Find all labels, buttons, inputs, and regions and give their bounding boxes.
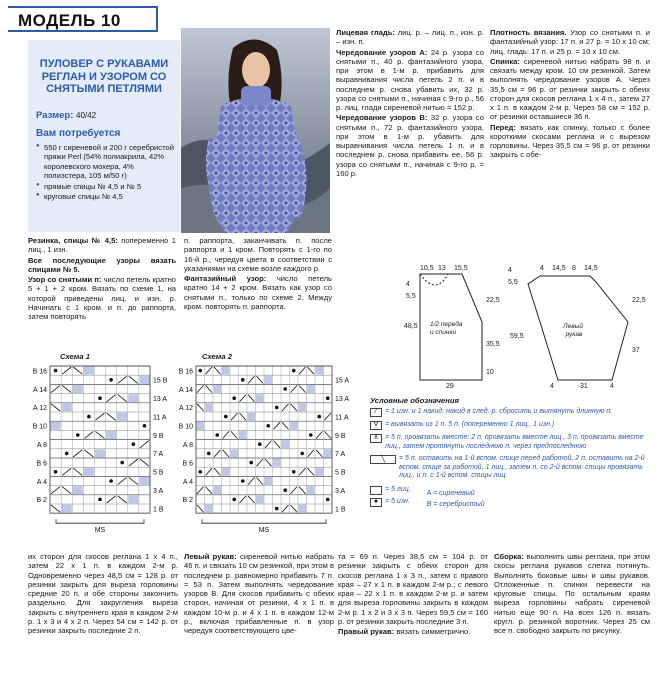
density-text: Узор со снятыми п. и фантазийный узор: 17 п. и 27 р. = 10 х 10 см; лиц. гладь: 17 п. и 25 р. = 10 х 10 см. — [490, 28, 650, 56]
density-title: Плотность вязания. — [490, 28, 567, 37]
shaded-cell — [222, 367, 230, 375]
shaded-cell — [316, 468, 324, 476]
bottom-column-1 — [28, 552, 178, 636]
all-patterns-note: Все последующие узоры вязать спицами № 5. — [28, 255, 176, 274]
legend-item — [370, 455, 652, 481]
shaded-cell — [84, 468, 94, 476]
front-text: вязать как спинку, только с более короткими скосами реглана и с вырезом горловины. Через 35,5 см = 96 р. от резинки закрыть с обе- — [490, 122, 650, 160]
back-title: Спинка: — [490, 56, 520, 66]
purl-dot-icon: ● — [370, 498, 382, 507]
dim-top-2: 13 — [438, 265, 446, 272]
shaded-cell — [248, 413, 256, 421]
sleeve-small-1: 4 — [508, 267, 512, 274]
shaded-cell — [265, 477, 273, 485]
shaded-cell — [95, 449, 105, 457]
purl-dot-icon — [215, 433, 219, 437]
dim-bottom: 29 — [446, 383, 454, 390]
repeat-label: MS — [94, 527, 106, 535]
legend-item — [370, 486, 411, 495]
purl-dot-icon — [283, 488, 287, 492]
shaded-cell — [128, 394, 138, 402]
purl-dot-icon — [232, 498, 236, 502]
shaded-cell — [290, 422, 298, 430]
row-label: A 4 — [182, 478, 193, 486]
repeat-bracket — [56, 519, 144, 523]
rib-title: Резинка, спицы № 4,5: — [28, 236, 118, 245]
legend-text: = 1 изн. и 1 накид: накид в след. р. сбросить и вытянуть длинную п. — [385, 408, 613, 416]
text-column-1 — [28, 236, 176, 322]
sleeve-continuation: та = 69 п. Через 38,5 см = 104 р. от резинки закрыть с обеих сторон для скосов реглана 1 х 3 п., затем с правого края – 27 х 1 п. в каждом 2-м р.; с левого края – 22 х 1 п. в каждом 2-м р. и затем для выреза горловины закрыть в каждом 2-м р. 1 х 2 и 3 х 3 п. Через 59,5 см = 160 р. от резинки закрыть последние 3 п. — [338, 552, 488, 626]
row-label: 5 B — [153, 469, 164, 477]
shaded-cell — [128, 495, 138, 503]
row-label: 13 A — [335, 395, 350, 403]
list-item: ● прямые спицы № 4,5 и № 5 — [36, 182, 178, 191]
legend-text: = вывязать из 1 п. 5 п. (попеременно 1 лиц., 1 изн.) — [385, 421, 555, 429]
row-label: 1 B — [153, 506, 164, 514]
dim-height-left: 48,5 — [404, 323, 418, 330]
alt-b-title: Чередование узоров В: — [336, 113, 428, 123]
purl-dot-icon — [292, 470, 296, 474]
row-label: B 2 — [182, 497, 193, 505]
color-b: B = серебристый — [426, 501, 485, 509]
slip-title: Узор со снятыми п: — [28, 275, 102, 284]
stockinette-title: Лицевая гладь: — [336, 28, 395, 37]
row-label: A 12 — [32, 405, 47, 413]
sleeve-top-4: 14,5 — [584, 265, 598, 272]
purl-dot-icon — [120, 461, 124, 465]
shaded-cell — [256, 394, 264, 402]
fancy-text: число петель кратно 14 + 2 кром. Вязать как узор со снятыми п., только по схеме 2. Между кром. повторять п. раппорта. — [184, 274, 332, 311]
row-label: B 6 — [36, 460, 47, 468]
purl-dot-icon — [326, 396, 330, 400]
row-label: 3 A — [153, 487, 164, 495]
cable-symbol-icon: ╲ — [370, 455, 396, 464]
purl-dot-icon — [309, 433, 313, 437]
size-line — [36, 110, 176, 122]
row-label: 1 B — [335, 506, 346, 514]
sleeve-bottom-2: 31 — [580, 383, 588, 390]
color-a: A = сиреневый — [426, 489, 475, 497]
purl-dot-icon — [275, 406, 279, 410]
purl-dot-icon — [143, 424, 147, 428]
purl-dot-icon — [98, 498, 102, 502]
shaded-cell — [282, 440, 290, 448]
front-title: Перед: — [490, 122, 516, 132]
label-line: и спинки — [430, 329, 457, 336]
legend-text: = 5 п. оставить на 1-й вспом. спице перед работой, 2 п. оставить на 2-й вспом. спице за работой, 1 лиц., затем п. со 2-й вспом. спицы провязать лиц., и п. с 1-й вспом. спицы лиц. — [399, 455, 645, 480]
size-label: Размер: — [36, 110, 74, 121]
row-label: B 16 — [32, 368, 47, 376]
alt-a-text: 24 р. узора со снятыми п., 40 р. фантазийного узора, при этом в 1-м р. прибавить для выравнивания числа петель 2 п. и в последнем р. снова убавить их, 32 р. узора со снятыми п., начиная с 9-го р., 56 р. лиц. глади сиреневой нитью = 152 р. — [336, 47, 484, 112]
slip-text: число петель кратно 5 + 1 + 2 кром. Вязать по схеме 1, на которой приведены лиц. и изн. р. Начинать с 1 кром. и п. до раппорта, затем повторять — [28, 275, 176, 321]
row-label: 15 A — [335, 377, 350, 385]
shaded-cell — [214, 486, 222, 494]
legend-text: = 5 п. провязать вместе: 2 п. провязать вместе лиц., 3 п. провязать вместе лиц., затем протянуть последнюю п. через предпоследнюю — [385, 434, 644, 450]
legend-colors — [427, 486, 485, 510]
shaded-cell — [222, 468, 230, 476]
purl-dot-icon — [65, 452, 69, 456]
shaded-cell — [106, 431, 116, 439]
row-label: 9 B — [153, 432, 164, 440]
sleeve-right-2: 37 — [632, 347, 640, 354]
legend-text: = 5 изн. — [385, 498, 410, 506]
sleeve-top-2: 14,5 — [552, 265, 566, 272]
materials-list — [36, 143, 178, 203]
shaded-cell — [307, 385, 315, 393]
dim-left-1: 4 — [406, 281, 410, 288]
shaded-cell — [62, 403, 72, 411]
stockinette-text: лиц. р. – лиц. п., изн. р. – изн. п. — [336, 28, 484, 47]
shaded-cell — [316, 367, 324, 375]
repeat-bracket — [202, 519, 326, 523]
row-label: B 10 — [32, 423, 47, 431]
legend-title: Условные обозначения — [370, 396, 459, 405]
size-value: 40/42 — [76, 111, 97, 120]
purl-dot-icon — [207, 452, 211, 456]
pattern-sleeve — [500, 262, 650, 390]
purl-dot-icon — [109, 378, 113, 382]
legend-text: = 5 лиц. — [385, 486, 411, 494]
purl-dot-icon — [275, 507, 279, 511]
sleeve-bottom-3: 4 — [610, 383, 614, 390]
purl-dot-icon — [258, 442, 262, 446]
shaded-cell — [205, 403, 213, 411]
shaded-cell — [51, 422, 61, 430]
shaded-cell — [273, 459, 281, 467]
shaded-cell — [299, 505, 307, 513]
increase-symbol-icon: V — [370, 421, 382, 430]
purl-dot-icon — [76, 433, 80, 437]
purl-dot-icon — [98, 396, 102, 400]
shaded-cell — [197, 422, 205, 430]
photo-illustration — [181, 28, 330, 233]
dim-top-3: 15,5 — [454, 265, 468, 272]
shaded-cell — [73, 486, 83, 494]
dim-top-1: 10,5 — [420, 265, 434, 272]
row-label: A 14 — [178, 386, 193, 394]
bottom-column-4 — [494, 552, 650, 636]
pattern-front-back — [390, 262, 500, 390]
back-text: сиреневой нитью набрать 98 п. и связать между кром. 10 см резинкой. Затем выполнять чередование узоров А. Через 35,5 см = 96 р. от резинки закрыть с обеих сторон для скосов реглана 1 х 4 п., затем 27 х 1 п. в каждом 2-м р. Через 58 см = 152 р. от резинки оставшиеся 36 п. — [490, 56, 650, 122]
right-sleeve-title: Правый рукав: — [338, 627, 395, 636]
row-label: 7 A — [335, 451, 346, 459]
purl-dot-icon — [87, 415, 91, 419]
shaded-cell — [239, 431, 247, 439]
dim-right-3: 10 — [486, 369, 494, 376]
row-label: B 2 — [36, 497, 47, 505]
assembly-text: выполнить швы реглана, при этом скосы реглана рукавов слегка потянуть. Выполнить боковые швы и швы рукавов. Отложенные п. спинки перевести на круговые спицы. По остальным краям выреза горловины набрать сиреневой нитью еще 90 п. На всех 126 п. вязать кругл. р. резинкой воротник. Через 25 см все п. свободно закрыть по рисунку. — [494, 552, 650, 635]
legend — [370, 396, 652, 510]
shaded-cell — [231, 449, 239, 457]
purl-dot-icon — [198, 470, 202, 474]
shaded-cell — [205, 505, 213, 513]
row-label: 3 A — [335, 487, 346, 495]
row-label: A 14 — [32, 386, 47, 394]
shaded-cell — [139, 477, 149, 485]
rib-text: попеременно 1 лиц., 1 изн. — [28, 236, 176, 255]
model-label — [8, 6, 158, 32]
model-number: МОДЕЛЬ 10 — [18, 11, 121, 30]
dim-left-2: 5,5 — [406, 293, 416, 300]
label-line: 1/2 переда — [430, 321, 463, 328]
repeat-label: MS — [258, 527, 270, 535]
row-label: 7 A — [153, 451, 164, 459]
right-sleeve-text: вязать симметрично. — [396, 627, 471, 636]
dim-right-1: 22,5 — [486, 297, 500, 304]
schema-2-title: Схема 2 — [202, 352, 232, 361]
purl-dot-icon — [241, 479, 245, 483]
shaded-cell — [214, 385, 222, 393]
slip-continuation: п. раппорта, заканчивать п. после раппорта и 1 кром. Повторять с 1-го по 16-й р., чередуя цвета в соответствии с указаниями на схеме возле каждого р. — [184, 236, 332, 273]
legend-item — [370, 498, 411, 507]
knit-square-icon — [370, 486, 382, 495]
label-line: Левый — [563, 323, 584, 330]
alt-a-title: Чередование узоров А: — [336, 47, 428, 57]
purl-dot-icon — [109, 479, 113, 483]
purl-dot-icon — [300, 452, 304, 456]
bottom-column-2 — [184, 552, 334, 636]
sleeve-top-3: 8 — [572, 265, 576, 272]
row-label: B 6 — [182, 460, 193, 468]
row-label: A 8 — [182, 441, 193, 449]
alt-b-text: 32 р. узора со снятыми п., 72 р. фантазийного узора, при этом в 1-м р. убавить для выравнивания числа петель 1 п. и в последнем р. снова прибавить ее, 56 р. узора со снятыми п., начиная с 9-го р. = 160 р. — [336, 113, 484, 178]
purl-dot-icon — [249, 461, 253, 465]
text-column-3 — [336, 28, 484, 179]
purl-dot-icon — [292, 369, 296, 373]
row-label: 11 A — [153, 414, 167, 422]
shaded-cell — [307, 486, 315, 494]
purl-dot-icon — [283, 387, 287, 391]
sleeve-height-left: 59,5 — [510, 333, 524, 340]
text-column-4 — [490, 28, 650, 161]
shaded-cell — [256, 495, 264, 503]
model-photo — [181, 28, 330, 233]
purl-dot-icon — [198, 369, 202, 373]
sleeve-small-2: 5,5 — [508, 279, 518, 286]
legend-bottom — [370, 486, 652, 510]
materials-title: Вам потребуется — [36, 128, 121, 139]
shaded-cell — [265, 376, 273, 384]
label-line: рукав — [565, 331, 583, 338]
purl-dot-icon — [224, 415, 228, 419]
legend-item — [370, 408, 652, 417]
shaded-cell — [139, 376, 149, 384]
schema-1-chart — [26, 360, 176, 535]
shaded-cell — [62, 505, 72, 513]
row-label: 5 B — [335, 469, 346, 477]
row-label: 11 A — [335, 414, 349, 422]
shaded-cell — [73, 385, 83, 393]
purl-dot-icon — [232, 396, 236, 400]
purl-dot-icon — [266, 424, 270, 428]
text-column-2 — [184, 236, 332, 312]
schema-1-title: Схема 1 — [60, 352, 90, 361]
legend-item — [370, 434, 652, 451]
fancy-title: Фантазийный узор: — [184, 274, 267, 283]
schema-2-chart — [172, 360, 358, 535]
bottom-column-3 — [338, 552, 488, 637]
legend-item — [370, 421, 652, 430]
purl-dot-icon — [132, 442, 136, 446]
row-label: 13 A — [153, 395, 168, 403]
legend-lic-izn — [370, 486, 411, 510]
row-label: B 10 — [178, 423, 193, 431]
left-sleeve-title: Левый рукав: — [184, 552, 237, 561]
page-title: ПУЛОВЕР С РУКАВАМИ РЕГЛАН И УЗОРОМ СО СНЯТЫМИ ПЕТЛЯМИ — [39, 58, 169, 96]
row-label: B 16 — [178, 368, 193, 376]
purl-dot-icon — [317, 415, 321, 419]
row-label: A 12 — [178, 405, 193, 413]
list-item: ● 550 г сиреневой и 200 г серебристой пряжи Perl (54% полиакрила, 42% королевского мохера, 4% полиэстера, 105 м/50 г) — [36, 143, 178, 181]
list-item: ● круговые спицы № 4,5 — [36, 192, 178, 201]
front-continuation: их сторон для скосов реглана 1 х 4 п., затем 22 х 1 п. в каждом 2-м р. Одновременно через 48,5 см = 128 р. от резинки закрыть для выреза горловины средние 20 п. и обе стороны закончить раздельно. Для закругления выреза закрыть с внутреннего края в каждом 2-м р. 1 х 3 и 4 х 2 п. Через 54 см = 142 р. от резинки закрыть последние 2 п. — [28, 552, 178, 635]
purl-dot-icon — [54, 470, 58, 474]
shaded-cell — [324, 449, 332, 457]
assembly-title: Сборка: — [494, 552, 524, 561]
yo-symbol-icon: ⁄ — [370, 408, 382, 417]
row-label: A 8 — [36, 441, 47, 449]
purl-dot-icon — [241, 378, 245, 382]
decrease-symbol-icon: ∧ — [370, 434, 382, 443]
purl-dot-icon — [326, 498, 330, 502]
shaded-cell — [299, 403, 307, 411]
left-sleeve-text: сиреневой нитью набрать 46 п. и связать 10 см резинкой, при этом в последнем р. равномерно прибавить 7 п. = 53 п. Затем выполнять чередование узоров В. Для скосов прибавить с обеих сторон, начиная от резинки, 4 х 1 п. в каждом 10-м р. и 4 х 1 п. в каждом 12-м р., включая прибавленные п. в узор чередуя соответствующего цве- — [184, 552, 334, 635]
purl-dot-icon — [54, 369, 58, 373]
row-label: 15 B — [153, 377, 168, 385]
sleeve-right-1: 22,5 — [632, 297, 646, 304]
shaded-cell — [84, 367, 94, 375]
row-label: 9 B — [335, 432, 346, 440]
sleeve-top-1: 4 — [540, 265, 544, 272]
shaded-cell — [117, 413, 127, 421]
dim-right-2: 35,5 — [486, 341, 500, 348]
row-label: A 4 — [36, 478, 47, 486]
sleeve-bottom-1: 4 — [550, 383, 554, 390]
